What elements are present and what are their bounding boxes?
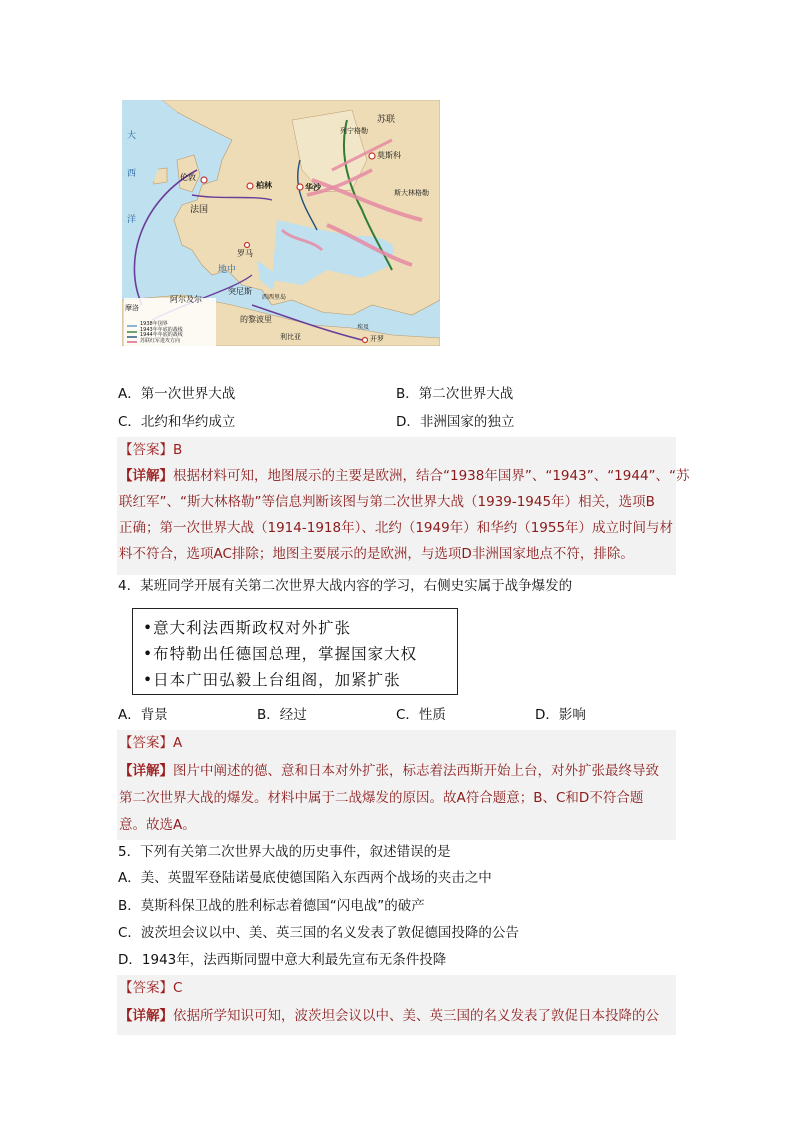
q4-statement-3: •日本广田弘毅上台组阁，加紧扩张 [143,671,401,689]
answer-label: 【答案】 [119,735,173,751]
q4-detail-line-3: 意。故选A。 [119,817,196,833]
q5-detail-line-1 [119,1003,659,1029]
q5-option-b: B．莫斯科保卫战的胜利标志着德国“闪电战”的破产 [118,898,425,914]
map-label-warsaw: 华沙 [305,183,321,192]
map-legend [140,322,183,344]
q3-detail-line-4: 料不符合，选项AC排除；地图主要展示的是欧洲，与选项D非洲国家地点不符，排除。 [119,546,634,562]
map-label-moscow: 莫斯科 [377,151,401,160]
q4-option-b: B．经过 [257,707,307,723]
map-label-london: 伦敦 [180,173,196,182]
detail-text: 根据材料可知，地图展示的主要是欧洲，结合“1938年国界”、“1943”、“1944”、“苏 [173,468,690,484]
map-label-berlin: 柏林 [256,181,272,190]
detail-label: 【详解】 [119,763,173,779]
q5-option-c: C．波茨坦会议以中、美、英三国的名义发表了敦促德国投降的公告 [118,925,519,941]
q4-option-d: D．影响 [535,707,586,723]
q4-option-a: A．背景 [118,707,168,723]
map-label-mediterranean: 地中 [218,265,237,275]
q3-option-d: D．非洲国家的独立 [396,414,515,430]
q5-option-a: A．美、英盟军登陆诺曼底使德国陷入东西两个战场的夹击之中 [118,870,492,886]
legend-1938-border: 1938年国界 [140,321,168,327]
map-label-egypt: 埃及 [357,324,370,331]
map-label-atlantic-1: 大 [127,131,137,141]
q5-option-d: D．1943年，法西斯同盟中意大利最先宣布无条件投降 [118,952,447,968]
q3-answer-line [119,438,182,463]
map-label-atlantic-2: 西 [127,169,137,179]
map-label-leningrad: 列宁格勒 [340,127,368,135]
q3-detail-line-1 [119,463,690,489]
legend-soviet-attack: 苏联红军进攻方向 [140,337,181,344]
q4-option-c: C．性质 [396,707,446,723]
q3-option-b: B．第二次世界大战 [396,386,514,402]
detail-text: 图片中阐述的德、意和日本对外扩张，标志着法西斯开始上台，对外扩张最终导致 [173,763,659,779]
q3-option-c: C．北约和华约成立 [118,414,236,430]
map-label-libya: 利比亚 [280,333,301,341]
q4-statement-2: •布特勒出任德国总理，掌握国家大权 [143,645,418,663]
map-label-algeria: 阿尔及尔 [170,295,202,304]
q5-stem: 5．下列有关第二次世界大战的历史事件，叙述错误的是 [118,844,451,860]
map-label-sicily: 西西里岛 [262,294,287,301]
legend-1944-front: 1944年年底的战线 [140,332,183,338]
q5-answer-line [119,976,182,1001]
q4-answer-line [119,731,182,756]
q4-statement-1: •意大利法西斯政权对外扩张 [143,619,352,637]
detail-label: 【详解】 [119,468,173,484]
q4-answer-box [117,730,676,840]
map-label-atlantic-3: 洋 [127,215,137,225]
detail-label: 【详解】 [119,1008,173,1024]
q3-detail-line-2: 联红军”、“斯大林格勒”等信息判断该图与第二次世界大战（1939-1945年）相关，选项B [119,494,655,510]
map-label-tunis: 突尼斯 [228,287,252,296]
ww2-europe-map [122,100,440,346]
answer-value: B [173,442,183,458]
detail-text: 依据所学知识可知，波茨坦会议以中、美、英三国的名义发表了敦促日本投降的公 [173,1008,659,1024]
answer-label: 【答案】 [119,980,173,996]
q5-answer-box [117,975,676,1035]
q4-detail-line-1 [119,758,659,784]
q4-detail-line-2: 第二次世界大战的爆发。材料中属于二战爆发的原因。故A符合题意；B、C和D不符合题 [119,790,644,806]
map-graphic [122,100,440,346]
answer-value: A [173,735,183,751]
answer-label: 【答案】 [119,442,173,458]
map-label-france: 法国 [190,205,209,215]
answer-value: C [173,980,183,996]
q4-stem: 4．某班同学开展有关第二次世界大战内容的学习，右侧史实属于战争爆发的 [118,578,573,594]
q3-option-a: A．第一次世界大战 [118,386,236,402]
map-label-rome: 罗马 [237,249,253,258]
q3-answer-box [117,437,690,575]
map-label-cairo: 开罗 [370,335,384,343]
map-label-tripoli: 的黎波里 [240,315,272,324]
map-label-soviet: 苏联 [377,115,396,125]
q3-detail-line-3: 正确；第一次世界大战（1914-1918年）、北约（1949年）和华约（1955年）成立时间与材 [119,520,674,536]
q4-statement-box [132,608,458,695]
legend-1943-front: 1943年年底的战线 [140,326,183,333]
map-label-stalingrad: 斯大林格勒 [394,189,429,197]
map-label-morocco: 摩洛 [125,304,139,312]
